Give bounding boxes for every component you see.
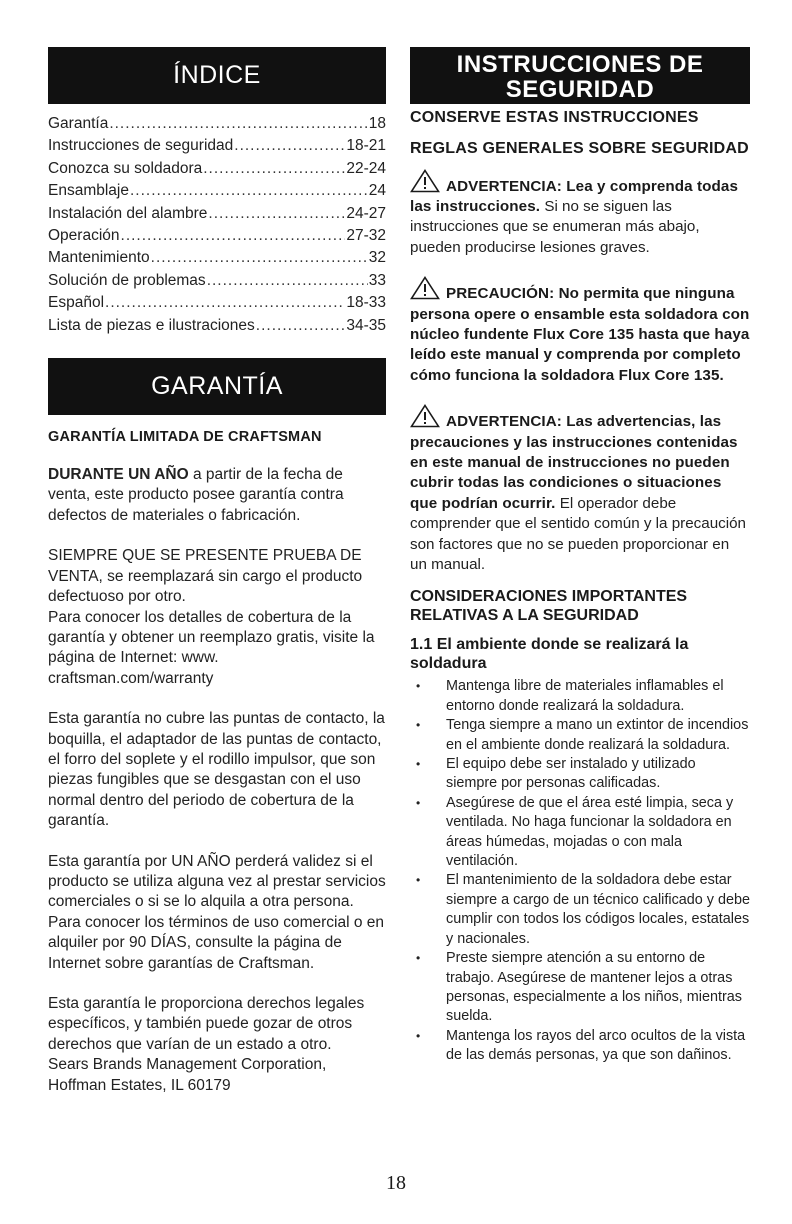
toc-leader: [256, 315, 346, 337]
toc-entry[interactable]: [48, 158, 386, 180]
general-rules-heading: REGLAS GENERALES SOBRE SEGURIDAD: [410, 140, 749, 157]
toc-leader: [109, 113, 367, 135]
toc-page: 34-35: [346, 316, 386, 334]
keep-instructions-heading: CONSERVE ESTAS INSTRUCCIONES: [410, 109, 699, 126]
toc-leader: [207, 270, 368, 292]
index-banner: ÍNDICE: [48, 47, 386, 104]
toc-leader: [208, 203, 345, 225]
toc-page: 24-27: [346, 204, 386, 222]
warning-2-rest: El operador debe comprender que el sentido común y la precaución son factores que no se pueden proporcionar en un manual.: [410, 494, 747, 573]
toc-page: 18-21: [346, 137, 386, 155]
toc-entry[interactable]: [48, 225, 386, 247]
left-column: [48, 47, 386, 1096]
caution-text: [410, 276, 750, 386]
safety-banner-line-1: INSTRUCCIONES DE: [456, 51, 704, 78]
toc-label: Instrucciones de seguridad: [48, 137, 234, 155]
considerations-heading: CONSIDERACIONES IMPORTANTES RELATIVAS A LA SEGURIDAD: [410, 588, 688, 625]
warranty-paragraph-3: Para conocer los detalles de cobertura de la garantía y obtener un reemplazo gratis, visite la página de Internet: www. craftsman.com/warranty: [48, 608, 375, 687]
toc-leader: [203, 158, 345, 180]
toc-label: Conozca su soldadora: [48, 159, 203, 177]
toc-leader: [234, 135, 345, 157]
toc-page: 24: [368, 182, 386, 200]
warning-2-text: [410, 404, 750, 575]
list-item: • Mantenga libre de materiales inflamables el entorno donde realizará la soldadura.: [410, 677, 750, 716]
warranty-duration: DURANTE UN AÑO: [48, 466, 189, 484]
right-column: [410, 47, 750, 1066]
toc-page: 18: [368, 115, 386, 132]
warranty-banner: GARANTÍA: [48, 358, 386, 415]
toc-entry[interactable]: [48, 180, 386, 202]
warranty-paragraph-5: Esta garantía por UN AÑO perderá validez si el producto se utiliza alguna vez al prestar servicios comerciales o si se lo alquila a otra persona. Para conocer los términos de uso comercial o en alquiler por 90 DÍAS, consulte la página de Internet sobre garantías de Craftsman.: [48, 852, 386, 972]
toc-entry[interactable]: [48, 247, 386, 269]
warning-triangle-icon: [410, 169, 440, 193]
warranty-paragraph-6: Esta garantía le proporciona derechos legales específicos, y también puede gozar de otros derechos que varían de un estado a otro.: [48, 995, 365, 1053]
toc-entry[interactable]: [48, 292, 386, 314]
warranty-paragraph-1-text: a partir de la fecha de venta, este producto posee garantía contra defectos de materiales o fabricación.: [48, 466, 344, 524]
toc-entry[interactable]: [48, 203, 386, 225]
section-1-1-heading: 1.1 El ambiente donde se realizará la soldadura: [410, 636, 689, 673]
warning-block-1: [410, 169, 750, 259]
warning-triangle-icon: [410, 404, 440, 428]
toc-page: 18-33: [346, 294, 386, 312]
warning-1-rest: Si no se siguen las instrucciones que se enumeran más abajo, pueden producirse lesiones graves.: [410, 197, 700, 256]
warranty-heading: GARANTÍA LIMITADA DE CRAFTSMAN: [48, 429, 322, 446]
safety-banner: [410, 47, 750, 104]
address-line-2: Hoffman Estates, IL 60179: [48, 1076, 231, 1094]
page-number: 18: [386, 1172, 406, 1194]
address-line-1: Sears Brands Management Corporation,: [48, 1056, 327, 1074]
toc-label: Operación: [48, 227, 120, 245]
warning-1-bold: ADVERTENCIA: Lea y comprenda todas las instrucciones.: [410, 177, 739, 215]
toc-label: Ensamblaje: [48, 182, 129, 200]
list-item: • Preste siempre atención a su entorno de trabajo. Asegúrese de mantener lejos a otras personas, especialmente a los niños, mientras suelda.: [410, 949, 750, 1027]
toc-label: Lista de piezas e ilustraciones: [48, 316, 255, 334]
toc-leader: [105, 292, 345, 314]
list-item: • El equipo debe ser instalado y utilizado siempre por personas calificadas.: [410, 755, 750, 794]
safety-banner-line-2: SEGURIDAD: [505, 76, 655, 103]
table-of-contents: [48, 113, 386, 337]
warranty-paragraph-2: SIEMPRE QUE SE PRESENTE PRUEBA DE VENTA, se reemplazará sin cargo el producto defectuoso por otro.: [48, 547, 363, 606]
toc-page: 22-24: [346, 159, 386, 177]
toc-page: 27-32: [346, 227, 386, 245]
toc-entry[interactable]: [48, 113, 386, 135]
toc-leader: [121, 225, 346, 247]
toc-label: Mantenimiento: [48, 249, 150, 267]
list-item: • Mantenga los rayos del arco ocultos de la vista de las demás personas, ya que son dañinos.: [410, 1027, 750, 1066]
toc-entry[interactable]: [48, 135, 386, 157]
toc-page: 33: [368, 271, 386, 289]
list-item: • Tenga siempre a mano un extintor de incendios en el ambiente donde realizará la soldadura.: [410, 716, 750, 755]
toc-entry[interactable]: [48, 315, 386, 337]
toc-label: Solución de problemas: [48, 271, 206, 289]
toc-label: Español: [48, 294, 105, 312]
environment-bullet-list: [410, 677, 750, 1065]
warning-1-text: [410, 169, 750, 259]
toc-page: 32: [368, 249, 386, 267]
warning-triangle-icon: [410, 276, 440, 300]
warranty-paragraph-4: Esta garantía no cubre las puntas de contacto, la boquilla, el adaptador de las puntas de contacto, el forro del soplete y el rodillo impulsor, que son piezas fungibles que se desgastan con el uso normal dentro del periodo de cobertura de la garantía.: [48, 710, 385, 830]
toc-leader: [151, 247, 368, 269]
toc-entry[interactable]: [48, 270, 386, 292]
toc-leader: [130, 180, 368, 202]
list-item: • Asegúrese de que el área esté limpia, seca y ventilada. No haga funcionar la soldadora en áreas húmedas, mojadas o con mala ventilación.: [410, 794, 750, 872]
toc-label: Garantía: [48, 115, 109, 132]
toc-label: Instalación del alambre: [48, 204, 208, 222]
caution-block: [410, 276, 750, 386]
warning-2-bold: ADVERTENCIA: Las advertencias, las precauciones y las instrucciones contenidas en este manual de instrucciones no pueden cubrir todas las condiciones o situaciones que podrían ocurrir.: [410, 413, 738, 512]
list-item: • El mantenimiento de la soldadora debe estar siempre a cargo de un técnico calificado y debe cumplir con todos los códigos locales, estatales y nacionales.: [410, 871, 750, 949]
warning-block-2: [410, 404, 750, 575]
warranty-paragraph-1: [48, 465, 386, 526]
caution-bold: PRECAUCIÓN: No permita que ninguna persona opere o ensamble esta soldadora con núcleo fundente Flux Core 135 hasta que haya leído este manual y comprenda por completo cómo funciona la soldadora Flux Core 135.: [410, 285, 750, 384]
